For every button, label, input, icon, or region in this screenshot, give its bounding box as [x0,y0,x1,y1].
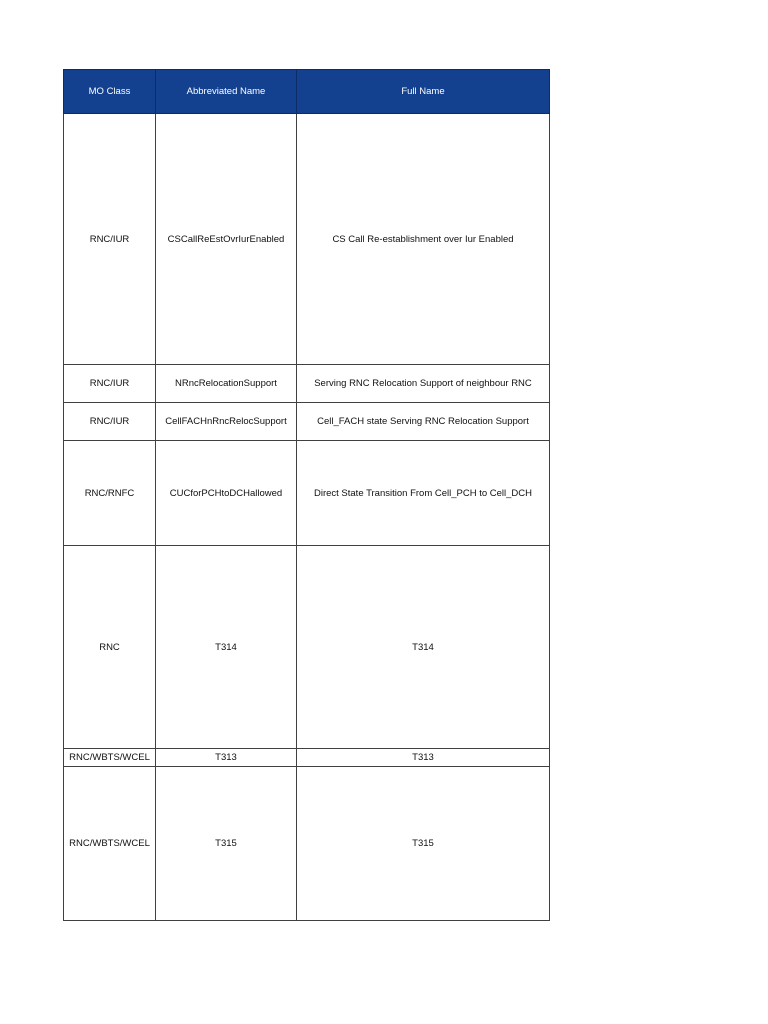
table-row [64,114,550,365]
header-row [64,70,550,114]
full-name-cell: Serving RNC Relocation Support of neighbour RNC [297,365,550,403]
table-row [64,441,550,546]
header-abbreviated-name: Abbreviated Name [156,70,297,114]
abbreviated-name-cell: T314 [156,546,297,749]
full-name-cell: T313 [297,749,550,767]
table-body [64,114,550,921]
abbreviated-name-cell: T313 [156,749,297,767]
mo-class-cell: RNC/RNFC [64,441,156,546]
mo-class-cell: RNC/IUR [64,114,156,365]
mo-class-cell: RNC/IUR [64,403,156,441]
abbreviated-name-cell: T315 [156,767,297,921]
table-row [64,403,550,441]
abbreviated-name-cell: CellFACHnRncRelocSupport [156,403,297,441]
abbreviated-name-cell: NRncRelocationSupport [156,365,297,403]
abbreviated-name-cell: CUCforPCHtoDCHallowed [156,441,297,546]
full-name-cell: T314 [297,546,550,749]
header-mo-class: MO Class [64,70,156,114]
table-row [64,767,550,921]
full-name-cell: CS Call Re-establishment over Iur Enabled [297,114,550,365]
full-name-cell: Cell_FACH state Serving RNC Relocation Support [297,403,550,441]
full-name-cell: Direct State Transition From Cell_PCH to Cell_DCH [297,441,550,546]
mo-class-cell: RNC [64,546,156,749]
mo-class-cell: RNC/WBTS/WCEL [64,749,156,767]
mo-class-cell: RNC/IUR [64,365,156,403]
mo-class-cell: RNC/WBTS/WCEL [64,767,156,921]
full-name-cell: T315 [297,767,550,921]
table-row [64,365,550,403]
table-row [64,749,550,767]
abbreviated-name-cell: CSCallReEstOvrIurEnabled [156,114,297,365]
table-row [64,546,550,749]
parameter-table [63,69,550,921]
header-full-name: Full Name [297,70,550,114]
table-header [64,70,550,114]
